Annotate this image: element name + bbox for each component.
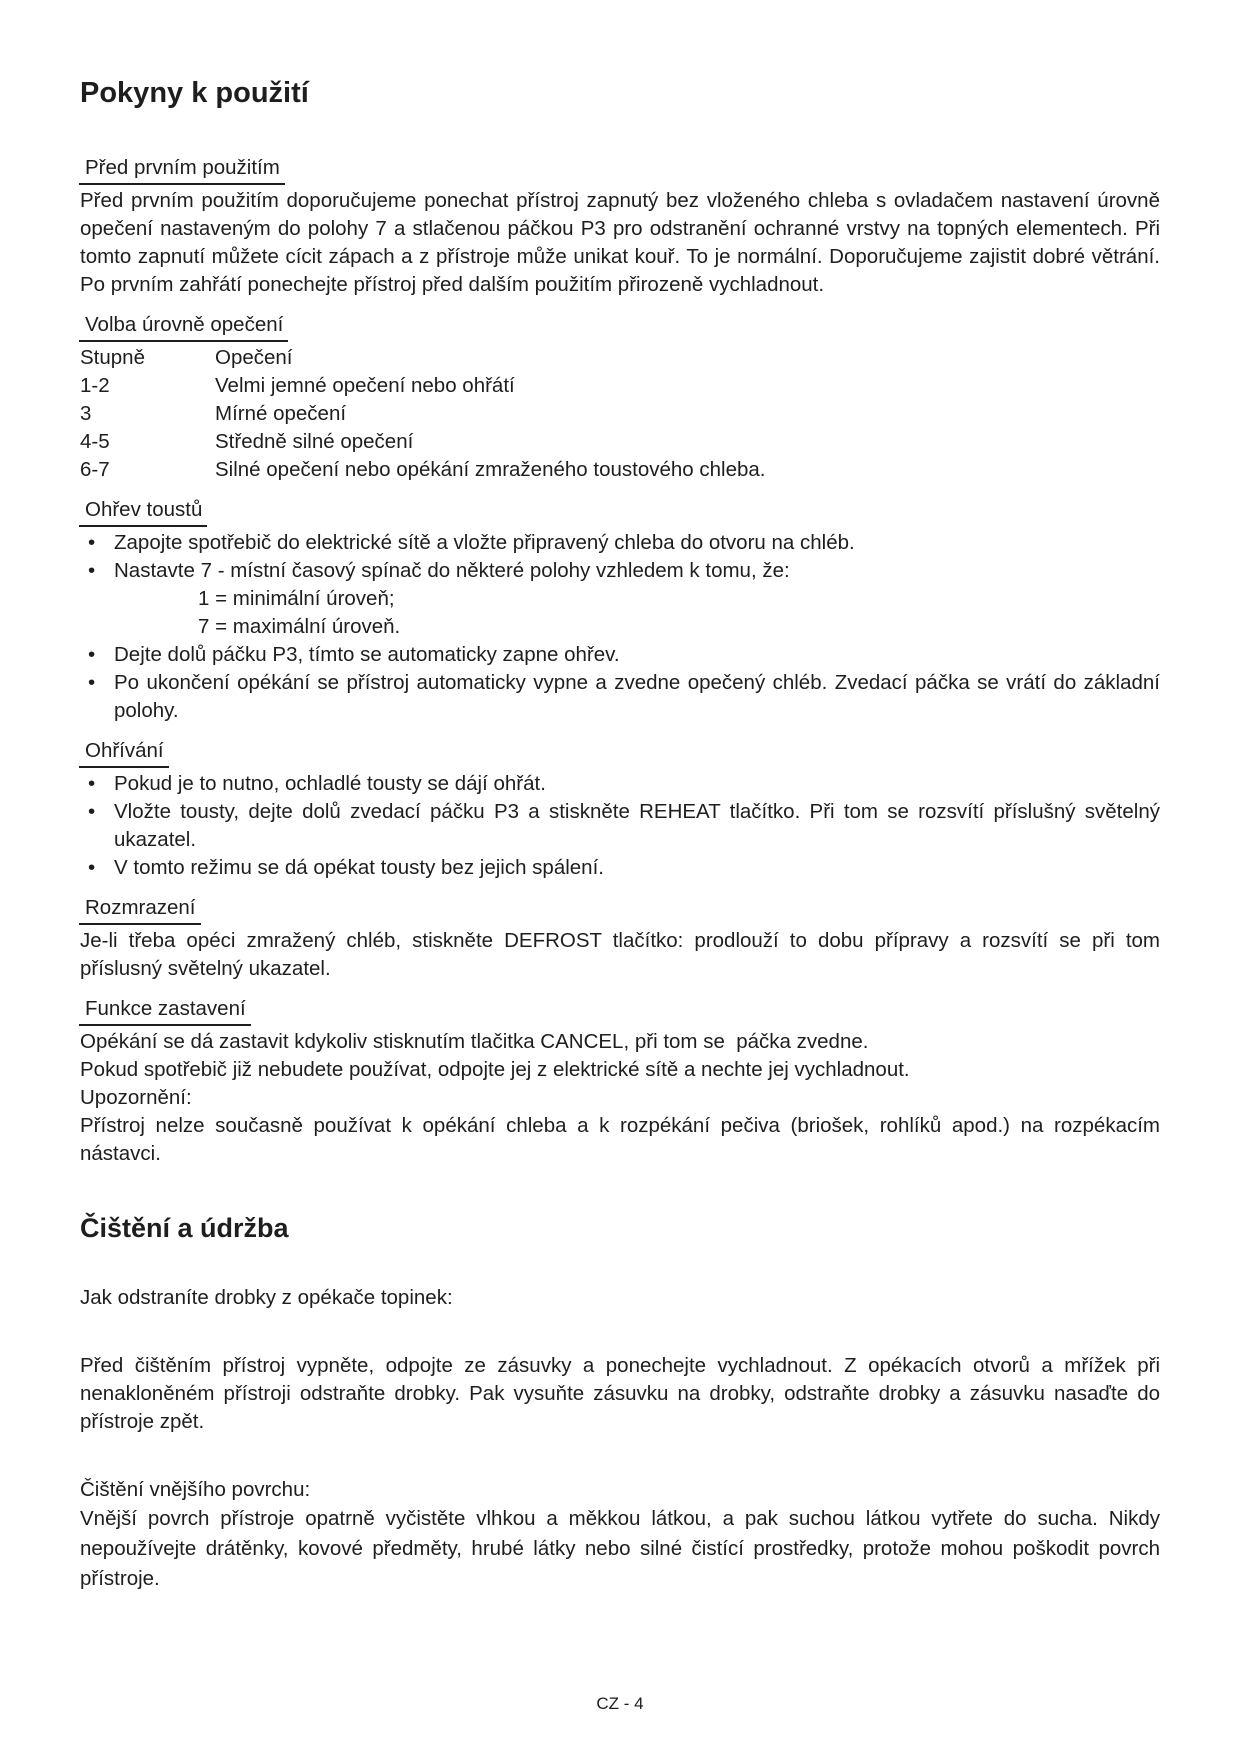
- desc-cell: Mírné opečení: [215, 402, 347, 425]
- section-stop-function: [80, 995, 1160, 1168]
- list-item: [80, 557, 1160, 585]
- level-cell: 3: [80, 402, 92, 425]
- cleaning-paragraph-surface: Vnější povrch přístroje opatrně vyčistěte vlhkou a měkkou látkou, a pak suchou látkou vytřete do sucha. Nikdy nepoužívejte drátěnky, kovové předměty, hrubé látky nebo silné čistící prostředky, protože mohou poškodit povrch přístroje.: [80, 1507, 1160, 1590]
- desc-cell: Velmi jemné opečení nebo ohřátí: [215, 374, 515, 397]
- section-heading-text: Rozmrazení: [79, 894, 201, 925]
- table-row: [80, 456, 1160, 484]
- table-header-row: [80, 344, 1160, 372]
- desc-cell: Středně silné opečení: [215, 430, 414, 453]
- cleaning-paragraph-crumbs: Před čištěním přístroj vypněte, odpojte ze zásuvky a ponechejte vychladnout. Z opékacích otvorů a mřížek při nenakloněném přístroji odstraňte drobky. Pak vysuňte zásuvku na drobky, odstraňte drobky a zásuvku nasaďte do přístroje zpět.: [80, 1354, 1160, 1433]
- toasting-list: [80, 529, 1160, 725]
- list-item: [80, 770, 1160, 798]
- stop-line-warning-label: Upozornění:: [80, 1086, 192, 1109]
- page-number: CZ - 4: [596, 1694, 644, 1713]
- bullet-icon: •: [88, 559, 96, 582]
- bullet-icon: •: [88, 856, 96, 879]
- table-row: [80, 428, 1160, 456]
- cleaning-intro: Jak odstraníte drobky z opékače topinek:: [80, 1286, 453, 1309]
- section-heading-text: Funkce zastavení: [79, 995, 251, 1026]
- level-cell: 4-5: [80, 430, 110, 453]
- stop-line-cancel: Opékání se dá zastavit kdykoliv stisknutím tlačitka CANCEL, při tom se páčka zvedne.: [80, 1030, 869, 1053]
- column-header-level: Stupně: [80, 346, 145, 369]
- section-reheating: [80, 737, 1160, 882]
- section-heading-defrost: [80, 894, 1160, 925]
- section-heading-text: Volba úrovně opečení: [79, 311, 288, 342]
- bullet-icon: •: [88, 800, 96, 823]
- defrost-paragraph: Je-li třeba opéci zmražený chléb, stiskněte DEFROST tlačítko: prodlouží to dobu přípravy a rozsvítí se při tom příslusný světelný ukazatel.: [80, 929, 1160, 980]
- section-heading-text: Před prvním použitím: [79, 154, 285, 185]
- section-defrost: [80, 894, 1160, 983]
- list-item: [80, 798, 1160, 854]
- cleaning-subheading: Čištění vnějšího povrchu:: [80, 1478, 311, 1501]
- section-heading-first-use: [80, 154, 1160, 185]
- section-heading-text: Ohřev toustů: [79, 496, 207, 527]
- bullet-icon: •: [88, 531, 96, 554]
- section-heading-reheating: [80, 737, 1160, 768]
- section-browning-levels: [80, 311, 1160, 484]
- table-row: [80, 400, 1160, 428]
- section-first-use: [80, 154, 1160, 299]
- bullet-icon: •: [88, 671, 96, 694]
- section-heading-stop-function: [80, 995, 1160, 1026]
- list-item-text: Zapojte spotřebič do elektrické sítě a vložte připravený chleba do otvoru na chléb.: [114, 531, 855, 554]
- bullet-icon: •: [88, 643, 96, 666]
- level-note-max: 7 = maximální úroveň.: [198, 615, 401, 638]
- level-cell: 1-2: [80, 374, 110, 397]
- list-item: [80, 669, 1160, 725]
- list-item-text: V tomto režimu se dá opékat tousty bez jejich spálení.: [114, 856, 604, 879]
- level-note-min: 1 = minimální úroveň;: [198, 587, 395, 610]
- list-item: [80, 641, 1160, 669]
- list-item: [80, 854, 1160, 882]
- browning-levels-table: [80, 344, 1160, 484]
- column-header-desc: Opečení: [215, 346, 293, 369]
- section-toasting: [80, 496, 1160, 725]
- list-item-text: Po ukončení opékání se přístroj automaticky vypne a zvedne opečený chléb. Zvedací páčka se vrátí do základní polohy.: [114, 671, 1160, 722]
- table-row: [80, 372, 1160, 400]
- section-cleaning: [80, 1212, 1160, 1594]
- list-item-text: Vložte tousty, dejte dolů zvedací páčku P3 a stiskněte REHEAT tlačítko. Při tom se rozsvítí příslušný světelný ukazatel.: [114, 800, 1160, 851]
- bullet-icon: •: [88, 772, 96, 795]
- section-heading-text: Ohřívání: [79, 737, 169, 768]
- list-item: [80, 529, 1160, 557]
- cleaning-title: Čištění a údržba: [80, 1213, 289, 1243]
- list-item-text: Nastavte 7 - místní časový spínač do některé polohy vzhledem k tomu, že:: [114, 559, 790, 582]
- stop-line-unplug: Pokud spotřebič již nebudete používat, odpojte jej z elektrické sítě a nechte jej vychladnout.: [80, 1058, 910, 1081]
- desc-cell: Silné opečení nebo opékání zmraženého toustového chleba.: [215, 458, 766, 481]
- level-cell: 6-7: [80, 458, 110, 481]
- list-item-text: Dejte dolů páčku P3, tímto se automaticky zapne ohřev.: [114, 643, 620, 666]
- section-heading-toasting: [80, 496, 1160, 527]
- list-item-text: Pokud je to nutno, ochladlé tousty se dájí ohřát.: [114, 772, 546, 795]
- section-heading-browning-levels: [80, 311, 1160, 342]
- reheating-list: [80, 770, 1160, 882]
- page-title: Pokyny k použití: [80, 77, 309, 109]
- first-use-paragraph: Před prvním použitím doporučujeme ponechat přístroj zapnutý bez vloženého chleba s ovladačem nastavení úrovně opečení nastaveným do polohy 7 a stlačenou páčkou P3 pro odstranění ochranné vrstvy na topných elementech. Při tomto zapnutí můžete cícit zápach a z přístroje může unikat kouř. To je normální. Doporučujeme zajistit dobré větrání. Po prvním zahřátí ponechejte přístroj před dalším použitím přirozeně vychladnout.: [80, 189, 1160, 296]
- stop-line-warning-text: Přístroj nelze současně používat k opékání chleba a k rozpékání pečiva (briošek, rohlíků apod.) na rozpékacím nástavci.: [80, 1114, 1160, 1165]
